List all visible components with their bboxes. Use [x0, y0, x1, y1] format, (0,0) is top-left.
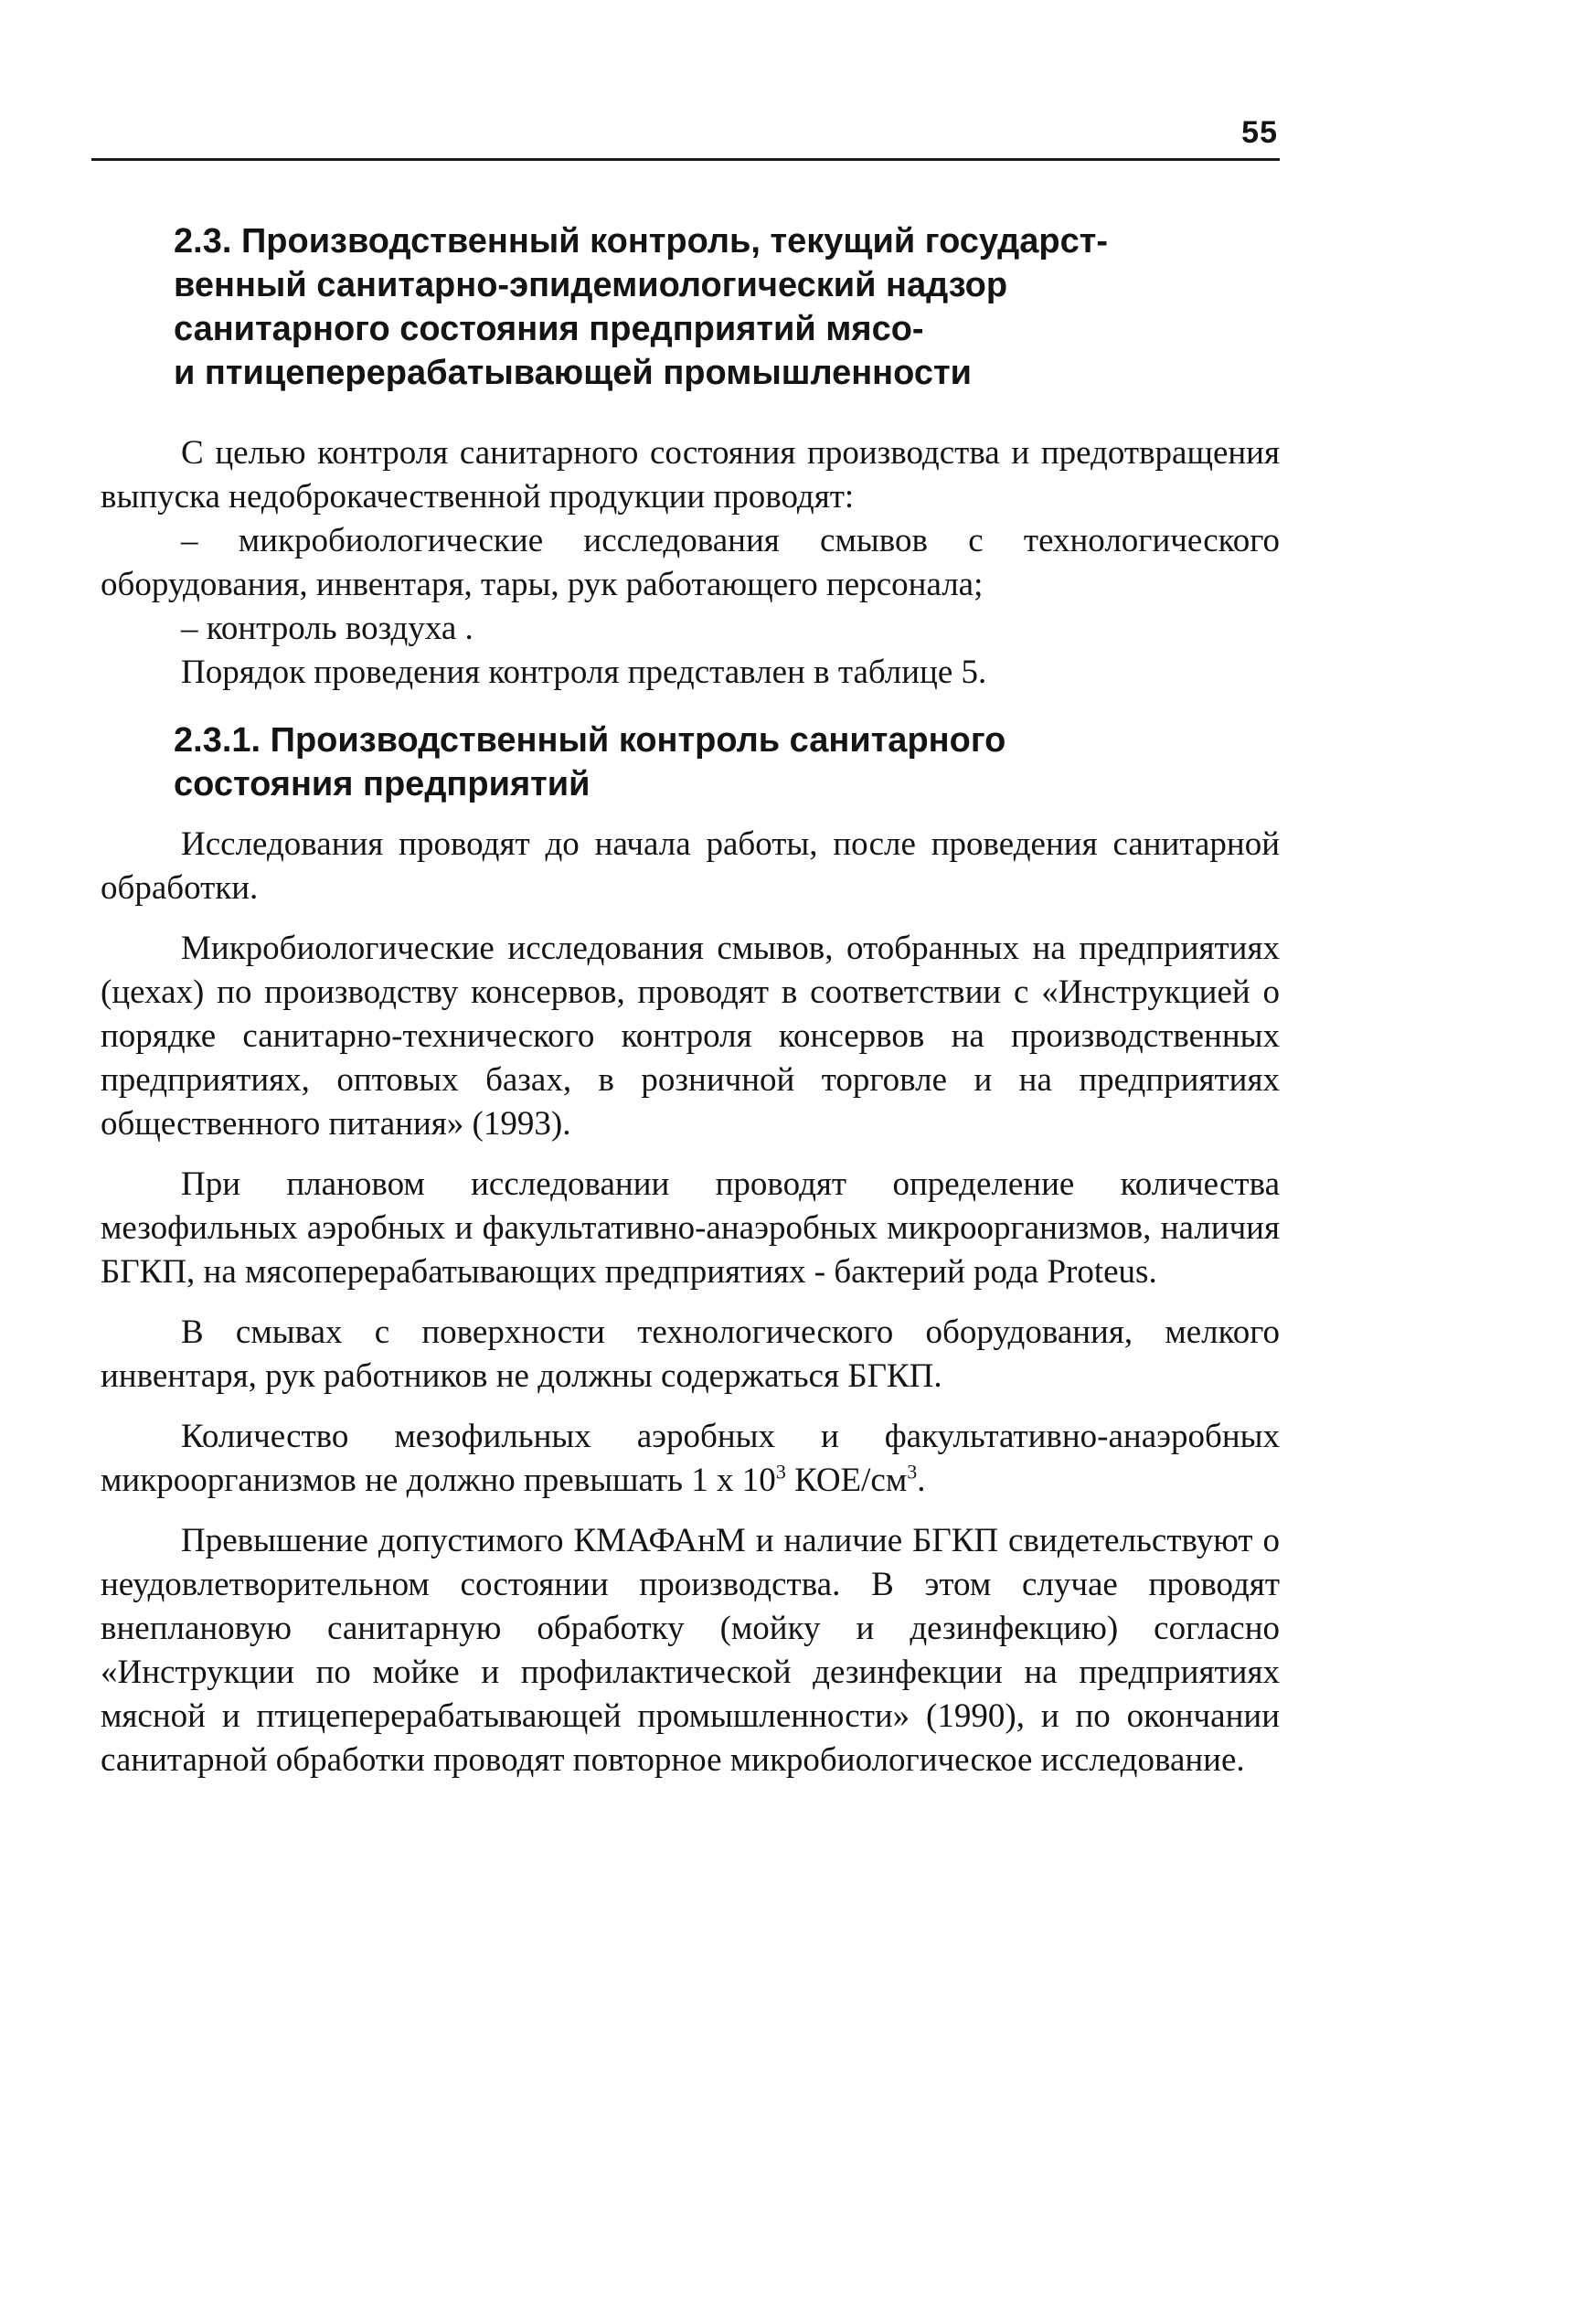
exponent: 3 — [775, 1460, 786, 1484]
subsection-heading-line-2: состояния предприятий — [174, 765, 591, 803]
body-paragraph: В смывах с поверхности технологического оборудования, мелкого инвентаря, рук работников не должны содержаться БГКП. — [101, 1314, 1280, 1395]
intro-list-item: – микробиологические исследования смывов с технологического оборудования, инвентаря, тары, рук работающего персонала; — [101, 522, 1280, 603]
section-heading — [174, 219, 1280, 395]
section-heading-line-1: 2.3. Производственный контроль, текущий государст- — [174, 222, 1108, 261]
body-paragraph: Микробиологические исследования смывов, отобранных на предприятиях (цехах) по производству консервов, проводят в соответствии с «Инструкцией о порядке санитарно-технического контроля консервов на производственных предприятиях, оптовых базах, в розничной торговле и на предприятиях общественного питания» (1993). — [101, 930, 1280, 1143]
section-heading-line-2: венный санитарно-эпидемиологический надзор — [174, 266, 1008, 304]
page-content — [101, 219, 1280, 1786]
subsection-number: 2.3.1. — [174, 721, 261, 760]
page-number: 55 — [1241, 115, 1278, 150]
body-paragraph-cfu-limit: Количество мезофильных аэробных и факультативно-анаэробных микроорганизмов не должно превышать 1 х $10^3$ КОЕ/$см^3$. — [101, 1418, 1280, 1499]
header-rule — [91, 158, 1280, 161]
subsection-heading — [174, 718, 1280, 806]
intro-paragraph: С целью контроля санитарного состояния производства и предотвращения выпуска недоброкачественной продукции проводят: — [101, 434, 1280, 516]
subsection-heading-line-1: 2.3.1. Производственный контроль санитарного — [174, 721, 1006, 760]
body-paragraph: Исследования проводят до начала работы, после проведения санитарной обработки. — [101, 825, 1280, 907]
section-number: 2.3. — [174, 222, 232, 261]
intro-table-reference: Порядок проведения контроля представлен в таблице 5. — [181, 654, 987, 691]
body-paragraph: При плановом исследовании проводят определение количества мезофильных аэробных и факультативно-анаэробных микроорганизмов, наличия БГКП, на мясоперерабатывающих предприятиях - бактерий рода Proteus. — [101, 1165, 1280, 1291]
section-heading-line-4: и птицеперерабатывающей промышленности — [174, 354, 972, 392]
body-paragraph: Превышение допустимого КМАФАнМ и наличие БГКП свидетельствуют о неудовлетворительном состоянии производства. В этом случае проводят внеплановую санитарную обработку (мойку и дезинфекцию) согласно «Инструкции по мойке и профилактической дезинфекции на предприятиях мясной и птицеперерабатывающей промышленности» (1990), и по окончании санитарной обработки проводят повторное микробиологическое исследование. — [101, 1522, 1280, 1779]
intro-list-item: – контроль воздуха . — [181, 610, 473, 647]
section-heading-line-3: санитарного состояния предприятий мясо- — [174, 310, 924, 348]
exponent: 3 — [907, 1460, 918, 1484]
